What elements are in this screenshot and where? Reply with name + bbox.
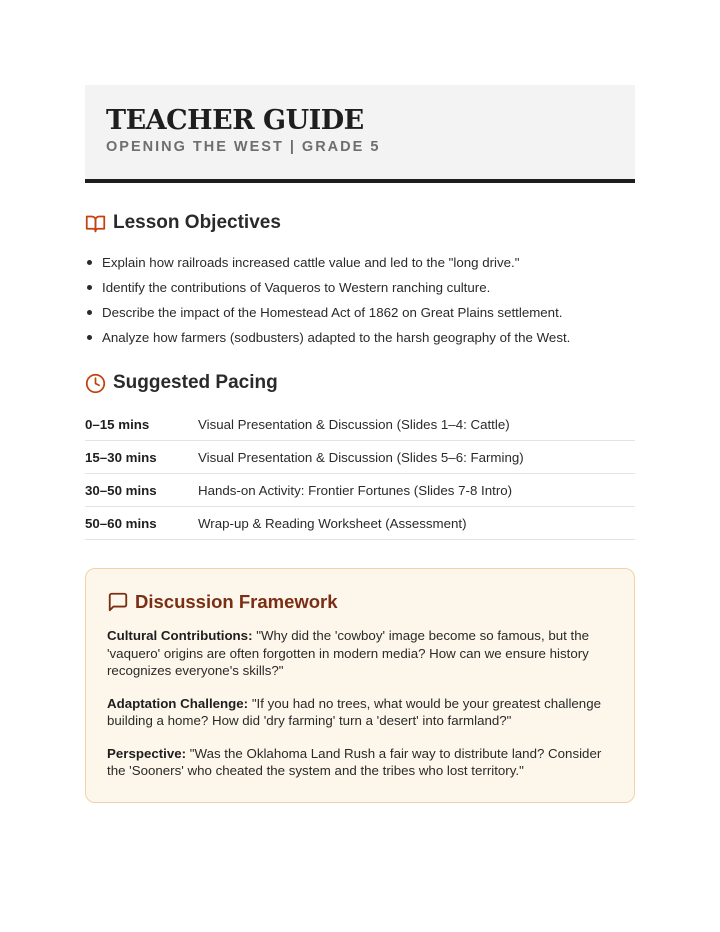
pacing-heading: [85, 372, 278, 394]
pacing-activity: Wrap-up & Reading Worksheet (Assessment): [198, 515, 467, 531]
message-square-icon: [107, 591, 129, 613]
pacing-time: 15–30 mins: [85, 449, 157, 465]
objectives-title: Lesson Objectives: [113, 212, 281, 233]
discussion-item: [107, 695, 614, 730]
objectives-heading: [85, 212, 281, 234]
discussion-text: "If you had no trees, what would be your greatest challenge building a home? How did 'dry farming' turn a 'desert' into farmland?": [107, 695, 601, 728]
pacing-activity: Visual Presentation & Discussion (Slides 5–6: Farming): [198, 449, 524, 465]
pacing-row: [85, 474, 635, 507]
pacing-row: [85, 441, 635, 474]
pacing-activity: Visual Presentation & Discussion (Slides 1–4: Cattle): [198, 416, 510, 432]
discussion-box: [85, 568, 635, 803]
discussion-label: Perspective:: [107, 745, 187, 761]
pacing-activity: Hands-on Activity: Frontier Fortunes (Slides 7-8 Intro): [198, 482, 513, 498]
page-header: [85, 85, 635, 183]
pacing-row: [85, 507, 635, 540]
pacing-time: 30–50 mins: [85, 482, 157, 498]
objective-item: Analyze how farmers (sodbusters) adapted to the harsh geography of the West.: [85, 325, 645, 350]
discussion-item: [107, 627, 614, 680]
discussion-text: "Why did the 'cowboy' image become so famous, but the 'vaquero' origins are often forgotten in modern media? How can we ensure history recognizes everyone's skills?": [107, 628, 590, 678]
discussion-label: Cultural Contributions:: [107, 628, 253, 643]
pacing-time: 0–15 mins: [85, 416, 150, 432]
discussion-label: Adaptation Challenge:: [107, 695, 249, 711]
objective-item: Describe the impact of the Homestead Act of 1862 on Great Plains settlement.: [85, 300, 645, 325]
pacing-time: 50–60 mins: [85, 515, 157, 531]
objective-item: Explain how railroads increased cattle value and led to the "long drive.": [85, 250, 645, 275]
discussion-item: [107, 745, 614, 780]
pacing-row: [85, 408, 635, 441]
discussion-title: Discussion Framework: [135, 591, 338, 612]
book-open-icon: [85, 213, 106, 234]
discussion-text: "Was the Oklahoma Land Rush a fair way to distribute land? Consider the 'Sooners' who cheated the system and the tribes who lost territory.": [107, 745, 602, 778]
objectives-list: [85, 250, 645, 350]
pacing-table: [85, 408, 635, 540]
pacing-title: Suggested Pacing: [113, 372, 278, 393]
clock-icon: [85, 373, 106, 394]
page-subtitle: OPENING THE WEST | GRADE 5: [106, 139, 381, 155]
objective-item: Identify the contributions of Vaqueros to Western ranching culture.: [85, 275, 645, 300]
discussion-heading: [107, 591, 614, 613]
page-title: TEACHER GUIDE: [106, 105, 364, 136]
